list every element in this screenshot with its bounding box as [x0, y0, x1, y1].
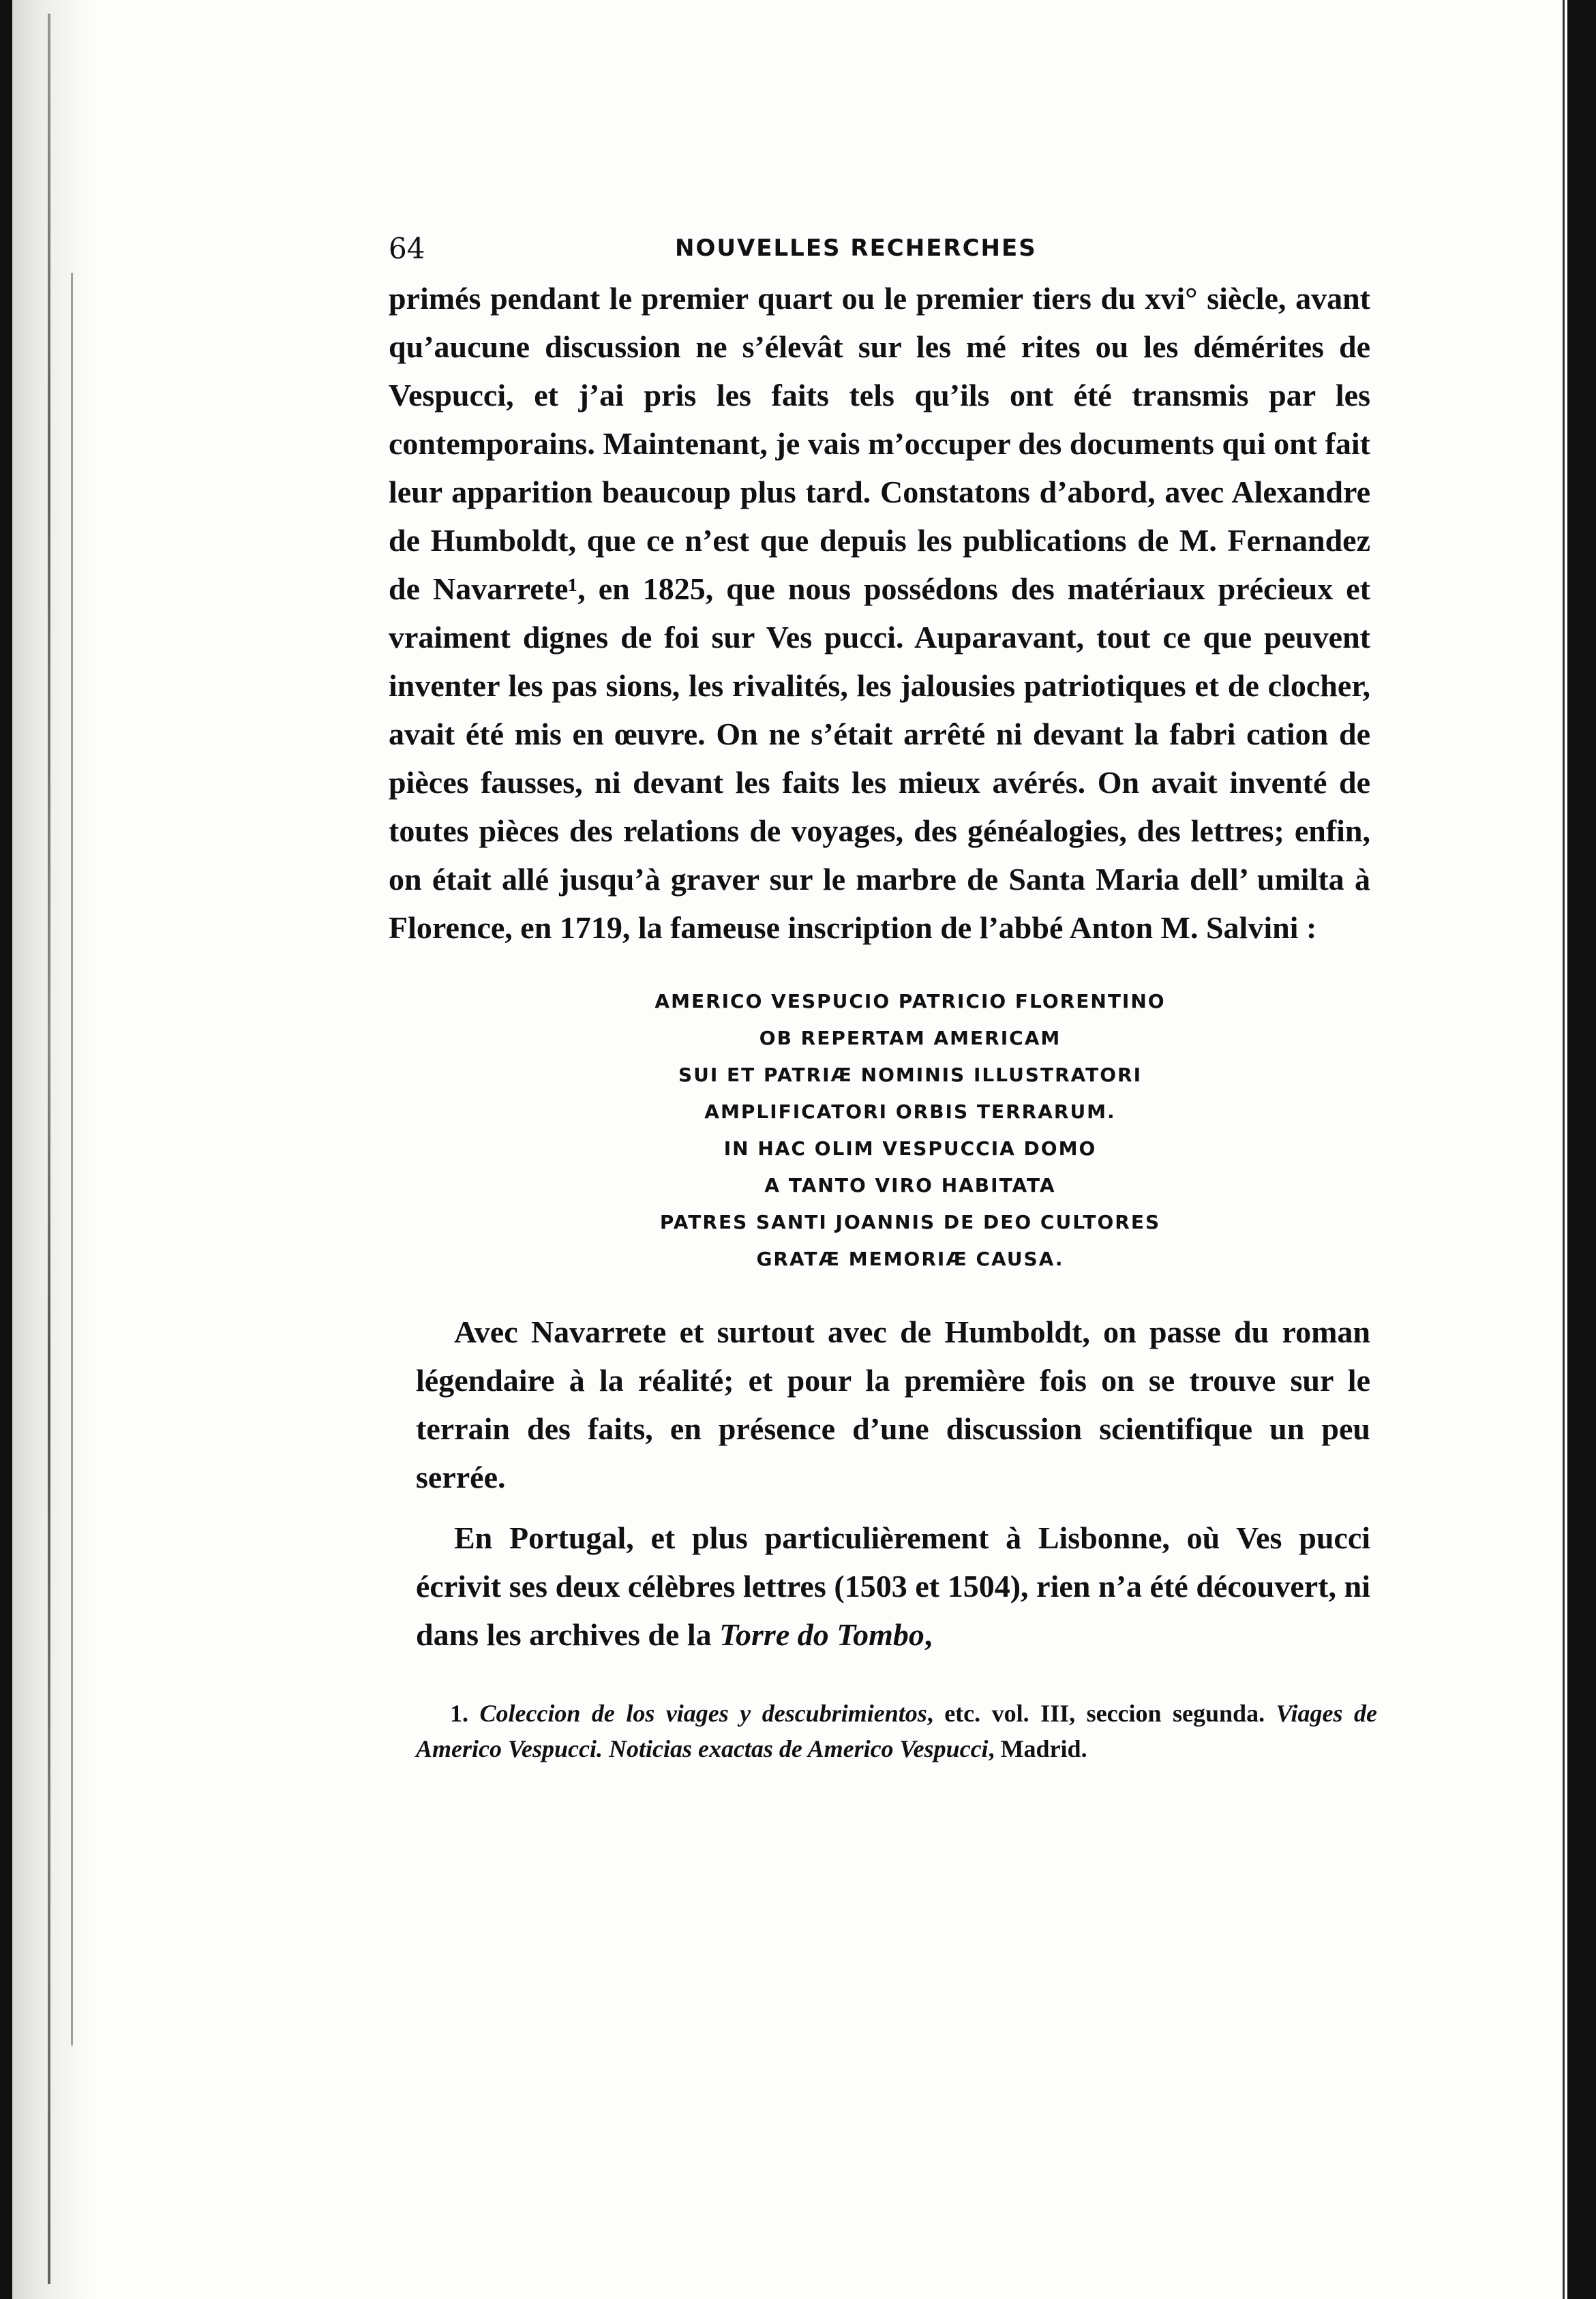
paragraph-1-line: je vais m’occuper des documents qui ont fait leur apparition [389, 426, 1371, 509]
paragraph-1-line: primés pendant le premier quart ou le premier tiers du [389, 281, 1145, 316]
page-number: 64 [389, 232, 425, 265]
paragraph-1-line: des matériaux précieux et vraiment dignes de foi sur Ves [389, 571, 1370, 655]
footnote-title-viages: Viages de Americo Vespucci. Noticias exactas de Americo Vespucci [416, 1700, 1377, 1762]
inscription-line: IN HAC OLIM VESPUCCIA DOMO [723, 1137, 1097, 1160]
paragraph-1-line: qu’ils ont été transmis par les contemporains. Maintenant, [389, 378, 1370, 461]
paragraph-2-line: se trouve sur le terrain des faits, en présence d’une discussion [416, 1363, 1370, 1446]
paragraph-1-line: avait été mis en œuvre. On ne s’était arrêté ni devant la fabri [389, 717, 1236, 751]
paragraph-3-line: pucci écrivit ses deux célèbres lettres (1503 et 1504), rien [416, 1520, 1371, 1604]
footnote-text: , etc. vol. III, seccion segunda. [927, 1700, 1276, 1727]
torre-do-tombo-title: Torre do Tombo [719, 1617, 924, 1652]
paragraph-2 [416, 1308, 1370, 1501]
paragraph-1-line: M. Fernandez de Navarrete¹, en 1825, que nous possédons [389, 523, 1371, 606]
footnote-title-coleccion: Coleccion de los viages y descubrimientos [479, 1700, 927, 1727]
footnote-1 [416, 1696, 1377, 1767]
paragraph-2-line: roman légendaire à la réalité; et pour la première fois on [416, 1314, 1370, 1398]
paragraph-1-line: On avait inventé de toutes pièces des relations de voyages, [389, 765, 1370, 848]
scan-right-border [1567, 0, 1596, 2299]
book-page [389, 225, 1377, 1767]
paragraph-1-line: sur le marbre de Santa Maria dell’ umilta à Florence, en [389, 862, 1370, 945]
paragraph-1 [389, 274, 1370, 952]
paragraph-3-line: n’a été découvert, ni dans les archives de la [416, 1569, 1370, 1652]
running-title: NOUVELLES RECHERCHES [675, 235, 1037, 262]
page-edge-line [48, 14, 50, 2284]
paragraph-1-line: Humboldt, que ce n’est que depuis les publications de [430, 523, 1179, 558]
inscription-line: PATRES SANTI JOANNIS DE DEO CULTORES [659, 1211, 1161, 1233]
paragraph-1-line: cation de pièces fausses, ni devant les faits les mieux avérés. [389, 717, 1371, 800]
paragraph-1-line: pucci. Auparavant, tout ce que peuvent inventer les pas [389, 620, 1370, 703]
inscription-line: AMERICO VESPUCIO PATRICIO FLORENTINO [654, 990, 1166, 1012]
paragraph-1-line: sions, les rivalités, les jalousies patriotiques et de clocher, [605, 668, 1370, 703]
paragraph-3-line-end: , [924, 1617, 933, 1652]
salvini-inscription [389, 983, 1370, 1278]
inscription-line: GRATÆ MEMORIÆ CAUSA. [756, 1248, 1064, 1270]
paragraph-2-line: Avec Navarrete et surtout avec de Humboldt, on passe du [454, 1314, 1282, 1349]
paragraph-1-line: xvi° siècle, avant qu’aucune discussion ne s’élevât sur les mé [389, 281, 1370, 364]
paragraph-2-line: scientifique un peu serrée. [416, 1411, 1370, 1494]
scan-left-border [0, 0, 12, 2299]
page-edge-shadow [12, 0, 94, 2299]
paragraph-1-line: beaucoup plus tard. Constatons d’abord, avec Alexandre de [389, 475, 1370, 558]
running-head [389, 225, 1370, 274]
inscription-line: AMPLIFICATORI ORBIS TERRARUM. [704, 1100, 1116, 1123]
paragraph-1-line: 1719, la fameuse inscription de l’abbé Anton M. Salvini : [559, 910, 1317, 945]
inscription-line: SUI ET PATRIÆ NOMINIS ILLUSTRATORI [678, 1064, 1143, 1086]
footnote-number: 1. [450, 1700, 480, 1727]
inscription-line: A TANTO VIRO HABITATA [764, 1174, 1056, 1197]
paragraph-1-line: rites ou les démérites de Vespucci, et j’ai pris les faits tels [389, 329, 1370, 412]
footnote-text-end: , Madrid. [988, 1735, 1087, 1762]
paragraph-1-line: des généalogies, des lettres; enfin, on était allé jusqu’à graver [389, 813, 1370, 897]
page-edge-line-inner [71, 273, 73, 2045]
paragraph-3-line: En Portugal, et plus particulièrement à Lisbonne, où Ves [454, 1520, 1282, 1555]
scan-right-edge-line [1563, 0, 1565, 2299]
paragraph-3 [416, 1514, 1370, 1659]
inscription-line: OB REPERTAM AMERICAM [759, 1027, 1062, 1049]
